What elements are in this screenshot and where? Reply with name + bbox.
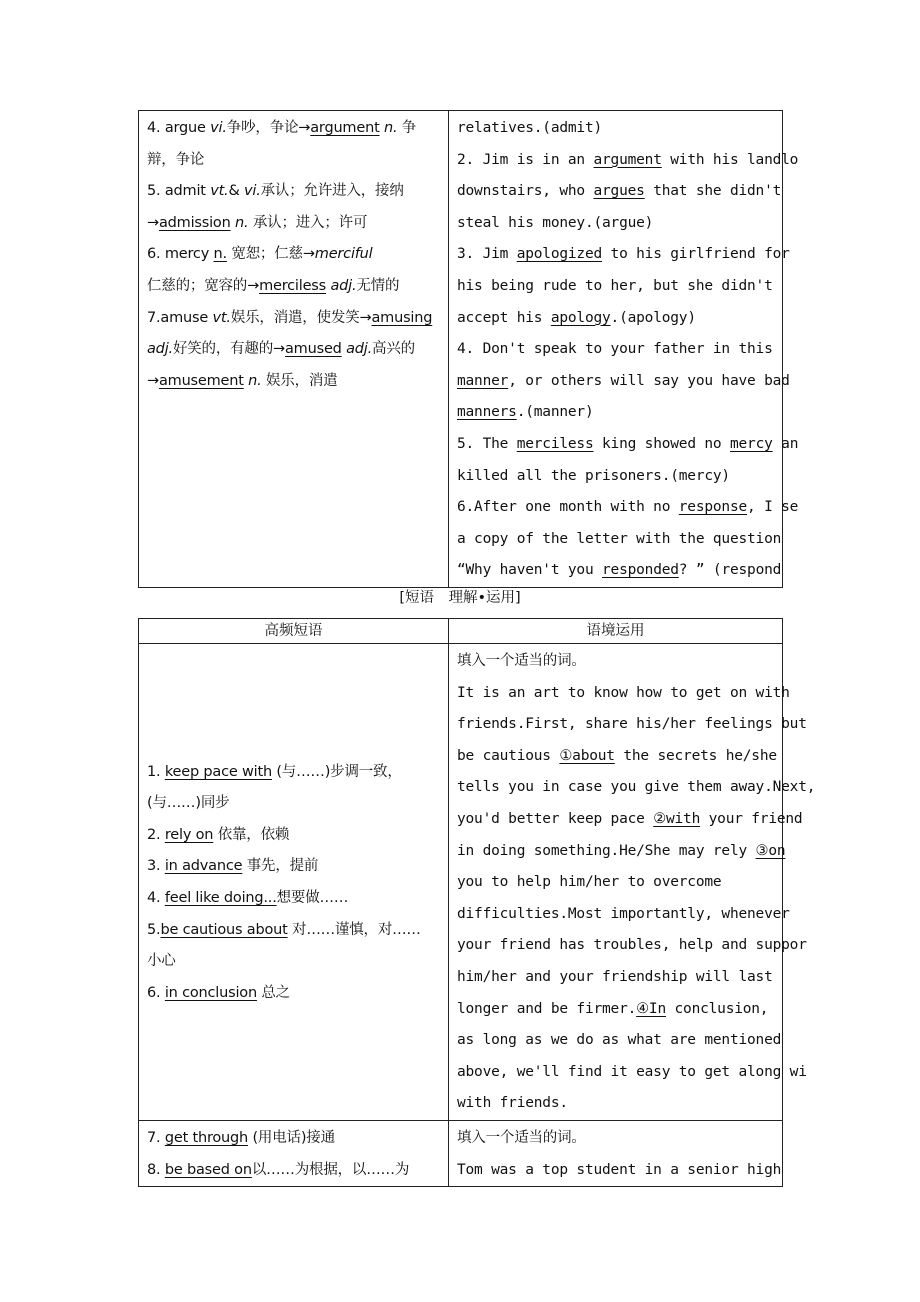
- exercise-line: 4. Don't speak to your father in this: [457, 341, 773, 358]
- phrase-item: 5.be cautious about 对……谨慎，对……: [147, 921, 421, 938]
- exercise-line: accept his apology.(apology): [457, 309, 696, 326]
- phrase-list-cell: [139, 644, 449, 1121]
- vocab-right-cell: [449, 111, 799, 588]
- phrase-item: 2. rely on 依靠，依赖: [147, 826, 290, 843]
- phrase-item: 8. be based on以……为根据，以……为: [147, 1161, 410, 1178]
- header-phrases: 高频短语: [139, 619, 449, 644]
- exercise-line: steal his money.(argue): [457, 214, 654, 231]
- phrase-item: 3. in advance 事先，提前: [147, 858, 319, 875]
- vocabulary-table: [138, 110, 799, 588]
- vocab-line: 仁慈的；宽容的→merciless adj.无情的: [147, 277, 400, 294]
- exercise-line: his being rude to her, but she didn't: [457, 277, 773, 294]
- answer-4: ④In: [636, 1000, 666, 1017]
- exercise-line: a copy of the letter with the question: [457, 530, 782, 547]
- passage-line: be cautious ①about the secrets he/she: [457, 747, 777, 764]
- exercise-line: 6.After one month with no response, I se: [457, 499, 799, 516]
- passage-line: with friends.: [457, 1095, 568, 1112]
- exercise-line: 5. The merciless king showed no mercy an: [457, 435, 799, 452]
- passage-line: difficulties.Most importantly, whenever: [457, 905, 790, 922]
- passage-cell-2: [449, 1120, 783, 1186]
- passage-line: you'd better keep pace ②with your friend: [457, 810, 803, 827]
- instruction: 填入一个适当的词。: [457, 1129, 586, 1146]
- exercise-line: downstairs, who argues that she didn't: [457, 183, 782, 200]
- passage-line: as long as we do as what are mentioned: [457, 1032, 782, 1049]
- passage-line: Tom was a top student in a senior high: [457, 1161, 782, 1178]
- passage-line: your friend has troubles, help and suppor: [457, 937, 807, 954]
- exercise-line: “Why haven't you responded? ” (respond: [457, 562, 782, 579]
- instruction: 填入一个适当的词。: [457, 653, 586, 669]
- passage-line: tells you in case you give them away.Next,: [457, 779, 816, 796]
- exercise-line: killed all the prisoners.(mercy): [457, 467, 730, 484]
- exercise-line: 3. Jim apologized to his girlfriend for: [457, 246, 790, 263]
- answer-2: ②with: [653, 810, 701, 827]
- vocab-line: 6. mercy n. 宽恕；仁慈→merciful: [147, 246, 373, 263]
- passage-line: It is an art to know how to get on with: [457, 684, 790, 701]
- vocab-line: →amusement n. 娱乐，消遣: [147, 372, 338, 389]
- phrase-item-cont: 小心: [147, 953, 176, 970]
- answer-3: ③on: [755, 842, 786, 859]
- passage-line: in doing something.He/She may rely ③on: [457, 842, 786, 859]
- phrase-item: 4. feel like doing...想要做……: [147, 889, 349, 906]
- phrase-item-cont: (与……)同步: [147, 795, 230, 812]
- passage-line: longer and be firmer.④In conclusion,: [457, 1000, 769, 1017]
- phrase-item: 1. keep pace with (与……)步调一致，: [147, 763, 402, 780]
- vocab-line: 5. admit vt.& vi.承认；允许进入，接纳: [147, 183, 404, 200]
- section-caption: [短语 理解•运用]: [399, 590, 521, 606]
- vocab-left-cell: [139, 111, 449, 588]
- vocab-line: 辩，争论: [147, 151, 205, 168]
- vocab-line: 4. argue vi.争吵，争论→argument n. 争: [147, 120, 417, 136]
- phrase-item: 6. in conclusion 总之: [147, 984, 290, 1001]
- phrase-item: 7. get through (用电话)接通: [147, 1129, 335, 1146]
- phrase-table: [138, 618, 816, 1187]
- answer-1: ①about: [559, 747, 615, 764]
- exercise-line: manner, or others will say you have bad: [457, 372, 790, 389]
- vocab-line: adj.好笑的，有趣的→amused adj.高兴的: [147, 341, 415, 358]
- passage-line: friends.First, share his/her feelings but: [457, 716, 807, 733]
- exercise-line: relatives.(admit): [457, 120, 603, 136]
- phrase-list-cell-2: [139, 1120, 449, 1186]
- passage-cell: [449, 644, 816, 1121]
- passage-line: above, we'll find it easy to get along wi: [457, 1063, 807, 1080]
- passage-line: him/her and your friendship will last: [457, 968, 773, 985]
- passage-line: you to help him/her to overcome: [457, 874, 722, 891]
- header-context: 语境运用: [449, 619, 783, 644]
- vocab-line: 7.amuse vt.娱乐，消遣，使发笑→amusing: [147, 309, 433, 326]
- exercise-line: manners.(manner): [457, 404, 594, 421]
- vocab-line: →admission n. 承认；进入；许可: [147, 214, 368, 231]
- exercise-line: 2. Jim is in an argument with his landlo: [457, 151, 799, 168]
